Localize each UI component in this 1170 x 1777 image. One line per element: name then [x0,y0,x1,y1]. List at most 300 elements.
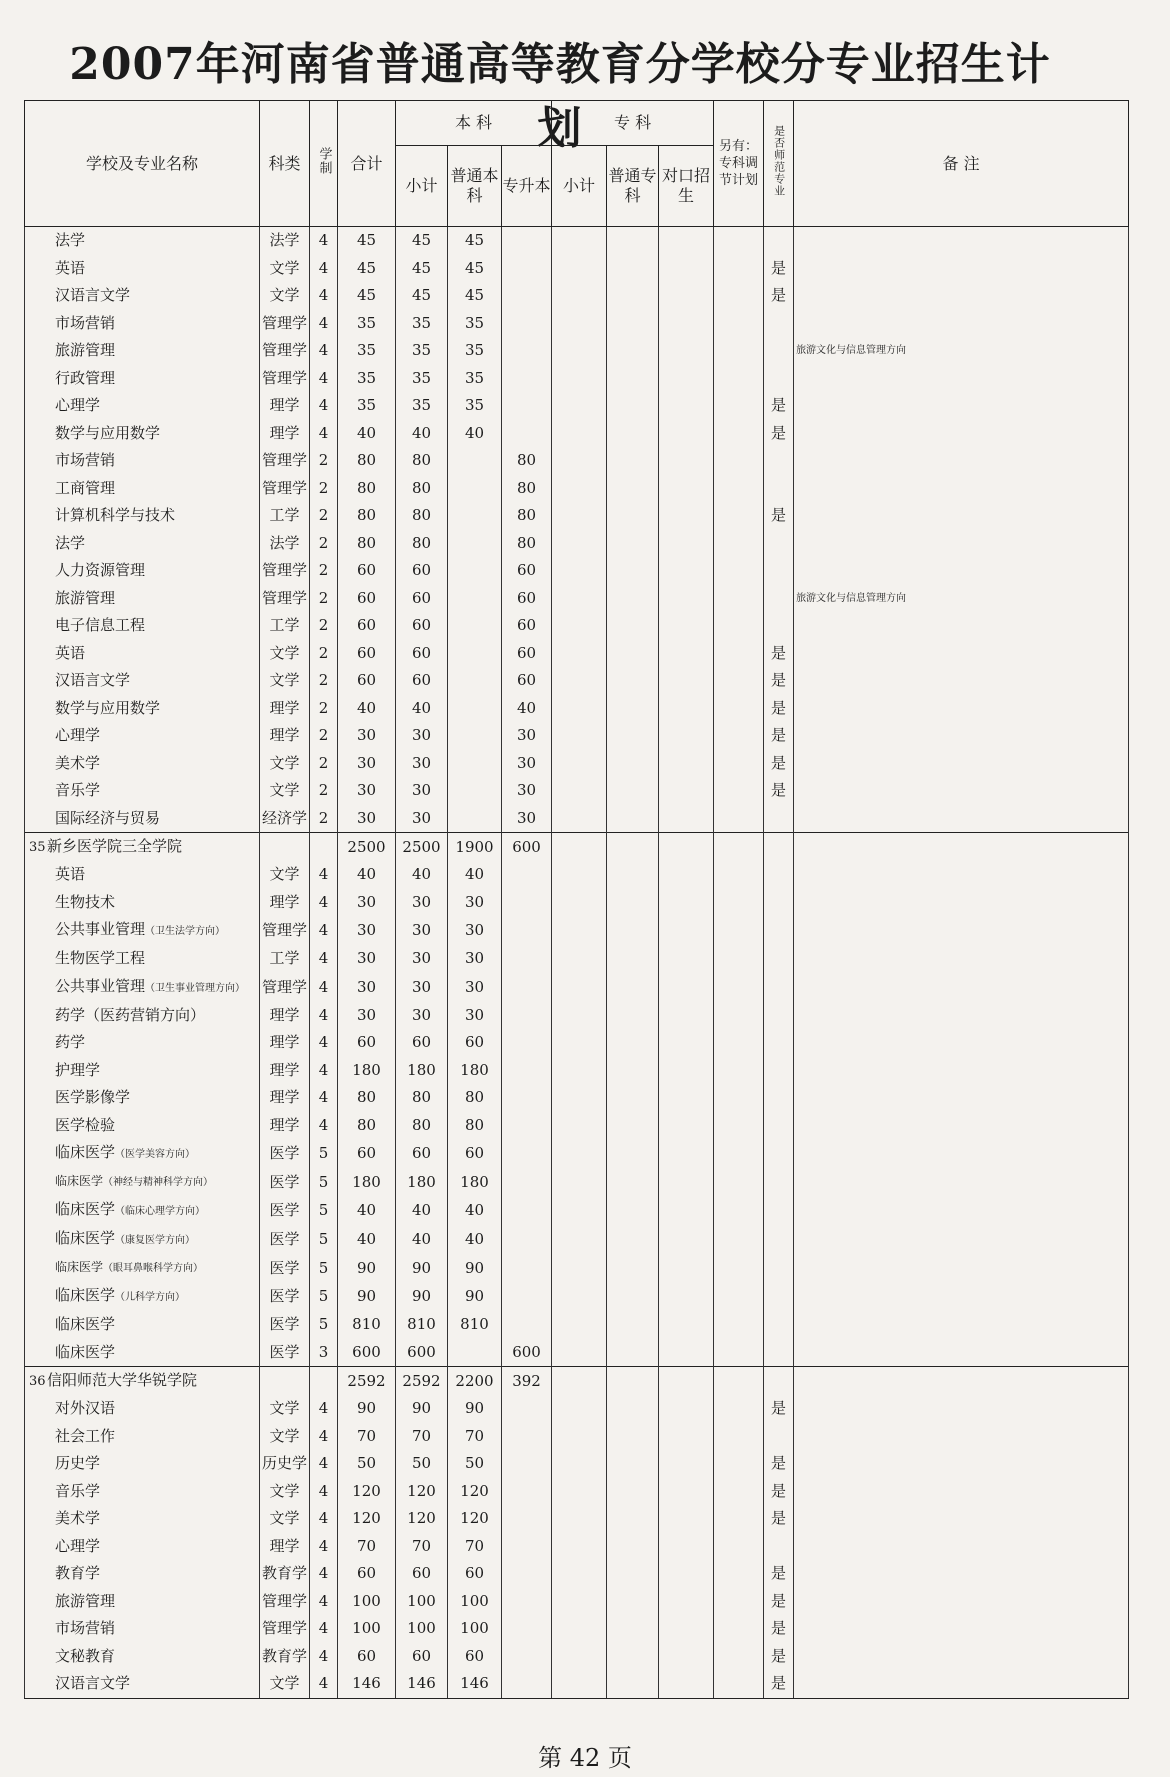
benke-subtotal-cell: 40 [396,861,448,889]
benke-upgrade-cell [502,1029,552,1057]
years-cell: 2 [310,557,338,585]
zhuanke-regular-cell [607,695,659,723]
zhuanke-regular-cell [607,833,659,862]
years-cell: 2 [310,447,338,475]
zhuanke-subtotal-cell [552,1450,607,1478]
zhuanke-subtotal-cell [552,1615,607,1643]
extra-plan-cell [714,1670,764,1698]
extra-plan-cell [714,805,764,833]
major-label: 药学（医药营销方向） [55,1005,206,1024]
major-label: 电子信息工程 [55,616,146,635]
normal-major-cell [764,945,794,973]
zhuanke-targeted-cell [659,420,714,448]
category-cell: 理学 [260,1029,310,1057]
major-name [25,1670,260,1698]
major-label: 心理学 [55,726,101,745]
major-label: 英语 [55,258,86,277]
benke-regular-cell [448,502,502,530]
category-cell: 法学 [260,227,310,255]
total-cell: 60 [338,1139,396,1168]
zhuanke-regular-cell [607,502,659,530]
major-name [25,695,260,723]
table-row [25,310,1129,338]
zhuanke-targeted-cell [659,1505,714,1533]
category-cell: 历史学 [260,1450,310,1478]
normal-major-cell [764,365,794,393]
major-label: 心理学 [55,1536,101,1555]
major-label: 汉语言文学 [55,1674,131,1693]
benke-subtotal-cell: 80 [396,1112,448,1140]
remark-cell [794,1395,1129,1423]
normal-major-cell: 是 [764,667,794,695]
major-label: 音乐学 [55,781,101,800]
total-cell: 60 [338,1029,396,1057]
benke-regular-cell: 30 [448,916,502,945]
category-cell: 管理学 [260,1615,310,1643]
zhuanke-targeted-cell [659,1560,714,1588]
header-remark: 备 注 [794,101,1129,227]
zhuanke-subtotal-cell [552,1057,607,1085]
total-cell: 30 [338,722,396,750]
table-row [25,750,1129,778]
table-row [25,337,1129,365]
major-name [25,1057,260,1085]
total-cell: 180 [338,1168,396,1196]
zhuanke-subtotal-cell [552,695,607,723]
extra-plan-cell [714,1423,764,1451]
zhuanke-regular-cell [607,1282,659,1311]
benke-upgrade-cell [502,1057,552,1085]
header-zhuanke-regular: 普通专科 [607,146,659,227]
benke-regular-cell [448,585,502,613]
major-label: 音乐学 [55,1481,101,1500]
normal-major-cell [764,1225,794,1254]
table-row [25,1002,1129,1030]
table-row [25,282,1129,310]
major-label: 市场营销 [55,1619,116,1638]
years-cell: 2 [310,805,338,833]
zhuanke-targeted-cell [659,695,714,723]
total-cell: 120 [338,1478,396,1506]
total-cell: 40 [338,1196,396,1225]
major-name [25,1367,260,1396]
major-label: 数学与应用数学 [55,423,161,442]
zhuanke-regular-cell [607,1615,659,1643]
remark-cell [794,1423,1129,1451]
benke-upgrade-cell [502,1139,552,1168]
total-cell: 45 [338,227,396,255]
benke-subtotal-cell: 146 [396,1670,448,1698]
remark-cell [794,1367,1129,1396]
enrollment-table [24,100,1129,1699]
years-cell: 4 [310,1084,338,1112]
benke-subtotal-cell: 50 [396,1450,448,1478]
category-cell: 理学 [260,722,310,750]
years-cell: 4 [310,255,338,283]
zhuanke-subtotal-cell [552,861,607,889]
benke-upgrade-cell: 80 [502,475,552,503]
zhuanke-targeted-cell [659,750,714,778]
zhuanke-targeted-cell [659,585,714,613]
category-cell: 教育学 [260,1643,310,1671]
zhuanke-regular-cell [607,1395,659,1423]
zhuanke-targeted-cell [659,475,714,503]
zhuanke-regular-cell [607,365,659,393]
remark-cell [794,612,1129,640]
header-benke-subtotal: 小计 [396,146,448,227]
extra-plan-cell [714,255,764,283]
zhuanke-regular-cell [607,227,659,255]
table-row [25,1588,1129,1616]
years-cell: 2 [310,640,338,668]
major-label: 临床医学 [55,1315,116,1334]
table-row [25,1395,1129,1423]
major-label: 汉语言文学 [55,671,131,690]
category-cell: 理学 [260,1002,310,1030]
category-cell: 医学 [260,1139,310,1168]
major-name [25,1084,260,1112]
major-name [25,1339,260,1367]
zhuanke-regular-cell [607,916,659,945]
benke-subtotal-cell: 600 [396,1339,448,1367]
major-name [25,365,260,393]
years-cell: 2 [310,667,338,695]
zhuanke-regular-cell [607,777,659,805]
extra-plan-cell [714,447,764,475]
normal-major-cell [764,1311,794,1339]
years-cell: 4 [310,1478,338,1506]
normal-major-cell [764,916,794,945]
normal-major-cell: 是 [764,1560,794,1588]
normal-major-cell: 是 [764,392,794,420]
zhuanke-subtotal-cell [552,1505,607,1533]
benke-regular-cell: 120 [448,1505,502,1533]
extra-plan-cell [714,1057,764,1085]
major-name [25,889,260,917]
benke-regular-cell: 45 [448,255,502,283]
benke-subtotal-cell: 30 [396,889,448,917]
zhuanke-regular-cell [607,640,659,668]
major-direction-note: （临床心理学方向） [115,1206,206,1217]
normal-major-cell [764,1196,794,1225]
zhuanke-regular-cell [607,750,659,778]
major-label: 工商管理 [55,478,116,497]
normal-major-cell [764,1112,794,1140]
table-row [25,1112,1129,1140]
years-cell: 4 [310,1423,338,1451]
benke-upgrade-cell [502,1478,552,1506]
remark-cell [794,502,1129,530]
table-row [25,557,1129,585]
benke-upgrade-cell: 60 [502,667,552,695]
zhuanke-regular-cell [607,1002,659,1030]
benke-upgrade-cell: 80 [502,447,552,475]
total-cell: 60 [338,667,396,695]
normal-major-cell: 是 [764,1670,794,1698]
zhuanke-subtotal-cell [552,1112,607,1140]
category-cell: 文学 [260,1478,310,1506]
zhuanke-subtotal-cell [552,1225,607,1254]
major-label: 社会工作 [55,1426,116,1445]
total-cell: 80 [338,475,396,503]
benke-regular-cell: 100 [448,1615,502,1643]
major-label: 计算机科学与技术 [55,506,176,525]
zhuanke-regular-cell [607,1450,659,1478]
extra-plan-cell [714,1395,764,1423]
total-cell: 600 [338,1339,396,1367]
remark-cell [794,640,1129,668]
benke-subtotal-cell: 80 [396,475,448,503]
zhuanke-subtotal-cell [552,750,607,778]
zhuanke-regular-cell [607,1168,659,1196]
zhuanke-targeted-cell [659,1395,714,1423]
table-row [25,365,1129,393]
total-cell: 60 [338,612,396,640]
extra-plan-cell [714,833,764,862]
benke-subtotal-cell: 2500 [396,833,448,862]
years-cell: 4 [310,1533,338,1561]
table-row [25,475,1129,503]
category-cell: 医学 [260,1339,310,1367]
category-cell: 文学 [260,861,310,889]
extra-plan-cell [714,1225,764,1254]
table-row [25,973,1129,1002]
normal-major-cell: 是 [764,640,794,668]
table-row [25,1450,1129,1478]
years-cell: 2 [310,722,338,750]
category-cell: 医学 [260,1168,310,1196]
benke-upgrade-cell [502,1311,552,1339]
benke-subtotal-cell: 180 [396,1168,448,1196]
extra-plan-cell [714,1339,764,1367]
benke-subtotal-cell: 30 [396,805,448,833]
years-cell: 4 [310,1615,338,1643]
category-cell: 医学 [260,1311,310,1339]
major-label: 旅游管理 [55,341,116,360]
zhuanke-subtotal-cell [552,255,607,283]
zhuanke-regular-cell [607,255,659,283]
benke-regular-cell [448,777,502,805]
benke-upgrade-cell [502,889,552,917]
zhuanke-targeted-cell [659,1423,714,1451]
zhuanke-subtotal-cell [552,1395,607,1423]
category-cell: 理学 [260,1533,310,1561]
benke-upgrade-cell [502,1282,552,1311]
major-name [25,833,260,862]
zhuanke-targeted-cell [659,1533,714,1561]
normal-major-cell: 是 [764,777,794,805]
remark-cell [794,1196,1129,1225]
total-cell: 35 [338,337,396,365]
benke-subtotal-cell: 45 [396,255,448,283]
category-cell: 文学 [260,1395,310,1423]
remark-cell [794,1615,1129,1643]
normal-major-cell [764,1057,794,1085]
benke-regular-cell [448,750,502,778]
remark-cell [794,1588,1129,1616]
benke-regular-cell [448,447,502,475]
normal-major-cell [764,1533,794,1561]
major-label: 法学 [55,533,86,552]
total-cell: 70 [338,1423,396,1451]
zhuanke-targeted-cell [659,1478,714,1506]
normal-major-cell [764,557,794,585]
category-cell: 理学 [260,1084,310,1112]
zhuanke-subtotal-cell [552,973,607,1002]
benke-upgrade-cell: 60 [502,557,552,585]
benke-regular-cell: 30 [448,889,502,917]
category-cell: 文学 [260,1423,310,1451]
benke-subtotal-cell: 90 [396,1254,448,1282]
table-row [25,227,1129,255]
major-name [25,861,260,889]
extra-plan-cell [714,695,764,723]
zhuanke-subtotal-cell [552,1254,607,1282]
benke-regular-cell: 146 [448,1670,502,1698]
category-cell [260,833,310,862]
zhuanke-regular-cell [607,805,659,833]
category-cell: 理学 [260,1057,310,1085]
benke-subtotal-cell: 30 [396,973,448,1002]
table-row [25,1196,1129,1225]
category-cell: 医学 [260,1225,310,1254]
total-cell: 70 [338,1533,396,1561]
benke-upgrade-cell [502,916,552,945]
remark-cell [794,695,1129,723]
total-cell: 146 [338,1670,396,1698]
major-name [25,585,260,613]
benke-subtotal-cell: 70 [396,1423,448,1451]
remark-cell [794,227,1129,255]
major-label: 市场营销 [55,451,116,470]
remark-cell [794,777,1129,805]
extra-plan-cell [714,557,764,585]
remark-cell [794,861,1129,889]
extra-plan-cell [714,310,764,338]
extra-plan-cell [714,1029,764,1057]
remark-cell [794,805,1129,833]
remark-cell [794,1478,1129,1506]
benke-subtotal-cell: 60 [396,1029,448,1057]
benke-upgrade-cell: 600 [502,833,552,862]
zhuanke-targeted-cell [659,1615,714,1643]
total-cell: 2592 [338,1367,396,1396]
zhuanke-subtotal-cell [552,1367,607,1396]
category-cell: 理学 [260,392,310,420]
zhuanke-targeted-cell [659,1168,714,1196]
zhuanke-regular-cell [607,1225,659,1254]
normal-major-cell: 是 [764,282,794,310]
zhuanke-subtotal-cell [552,777,607,805]
benke-subtotal-cell: 40 [396,1196,448,1225]
years-cell: 4 [310,1002,338,1030]
benke-subtotal-cell: 120 [396,1478,448,1506]
benke-regular-cell: 60 [448,1643,502,1671]
category-cell: 管理学 [260,337,310,365]
category-cell: 法学 [260,530,310,558]
category-cell: 文学 [260,1505,310,1533]
years-cell: 5 [310,1225,338,1254]
category-cell [260,1367,310,1396]
category-cell: 文学 [260,1670,310,1698]
major-label: 医学影像学 [55,1088,131,1107]
page-title: 2007年河南省普通高等教育分学校分专业招生计划 [69,39,1051,154]
benke-subtotal-cell: 80 [396,1084,448,1112]
category-cell: 文学 [260,640,310,668]
zhuanke-subtotal-cell [552,1002,607,1030]
years-cell: 4 [310,1670,338,1698]
benke-upgrade-cell: 80 [502,502,552,530]
zhuanke-targeted-cell [659,833,714,862]
zhuanke-subtotal-cell [552,1423,607,1451]
benke-subtotal-cell: 30 [396,916,448,945]
extra-plan-cell [714,667,764,695]
extra-plan-cell [714,722,764,750]
extra-plan-cell [714,530,764,558]
zhuanke-subtotal-cell [552,420,607,448]
years-cell: 4 [310,337,338,365]
years-cell: 5 [310,1168,338,1196]
total-cell: 100 [338,1615,396,1643]
extra-plan-cell [714,750,764,778]
benke-subtotal-cell: 60 [396,585,448,613]
zhuanke-targeted-cell [659,1196,714,1225]
years-cell: 4 [310,916,338,945]
category-cell: 管理学 [260,916,310,945]
category-cell: 医学 [260,1282,310,1311]
extra-plan-cell [714,916,764,945]
normal-major-cell [764,1002,794,1030]
total-cell: 60 [338,1643,396,1671]
zhuanke-subtotal-cell [552,365,607,393]
total-cell: 35 [338,392,396,420]
remark-cell [794,889,1129,917]
benke-subtotal-cell: 2592 [396,1367,448,1396]
category-cell: 管理学 [260,310,310,338]
category-cell: 医学 [260,1254,310,1282]
total-cell: 60 [338,640,396,668]
benke-subtotal-cell: 35 [396,337,448,365]
zhuanke-subtotal-cell [552,1643,607,1671]
extra-plan-cell [714,1196,764,1225]
header-normal-major: 是否师范专业 [764,101,794,227]
zhuanke-regular-cell [607,1057,659,1085]
remark-cell [794,1002,1129,1030]
extra-plan-cell [714,973,764,1002]
zhuanke-subtotal-cell [552,1533,607,1561]
benke-upgrade-cell [502,310,552,338]
school-name: 信阳师范大学华锐学院 [47,1371,198,1389]
remark-cell: 旅游文化与信息管理方向 [794,585,1129,613]
remark-cell [794,447,1129,475]
total-cell: 30 [338,916,396,945]
benke-subtotal-cell: 30 [396,750,448,778]
benke-upgrade-cell: 80 [502,530,552,558]
benke-subtotal-cell: 45 [396,227,448,255]
major-name [25,1505,260,1533]
benke-regular-cell [448,722,502,750]
zhuanke-targeted-cell [659,1139,714,1168]
years-cell: 2 [310,530,338,558]
normal-major-cell [764,530,794,558]
zhuanke-targeted-cell [659,392,714,420]
total-cell: 40 [338,1225,396,1254]
years-cell: 2 [310,502,338,530]
table-row [25,612,1129,640]
benke-regular-cell: 70 [448,1423,502,1451]
major-name [25,1168,260,1196]
benke-regular-cell: 90 [448,1254,502,1282]
